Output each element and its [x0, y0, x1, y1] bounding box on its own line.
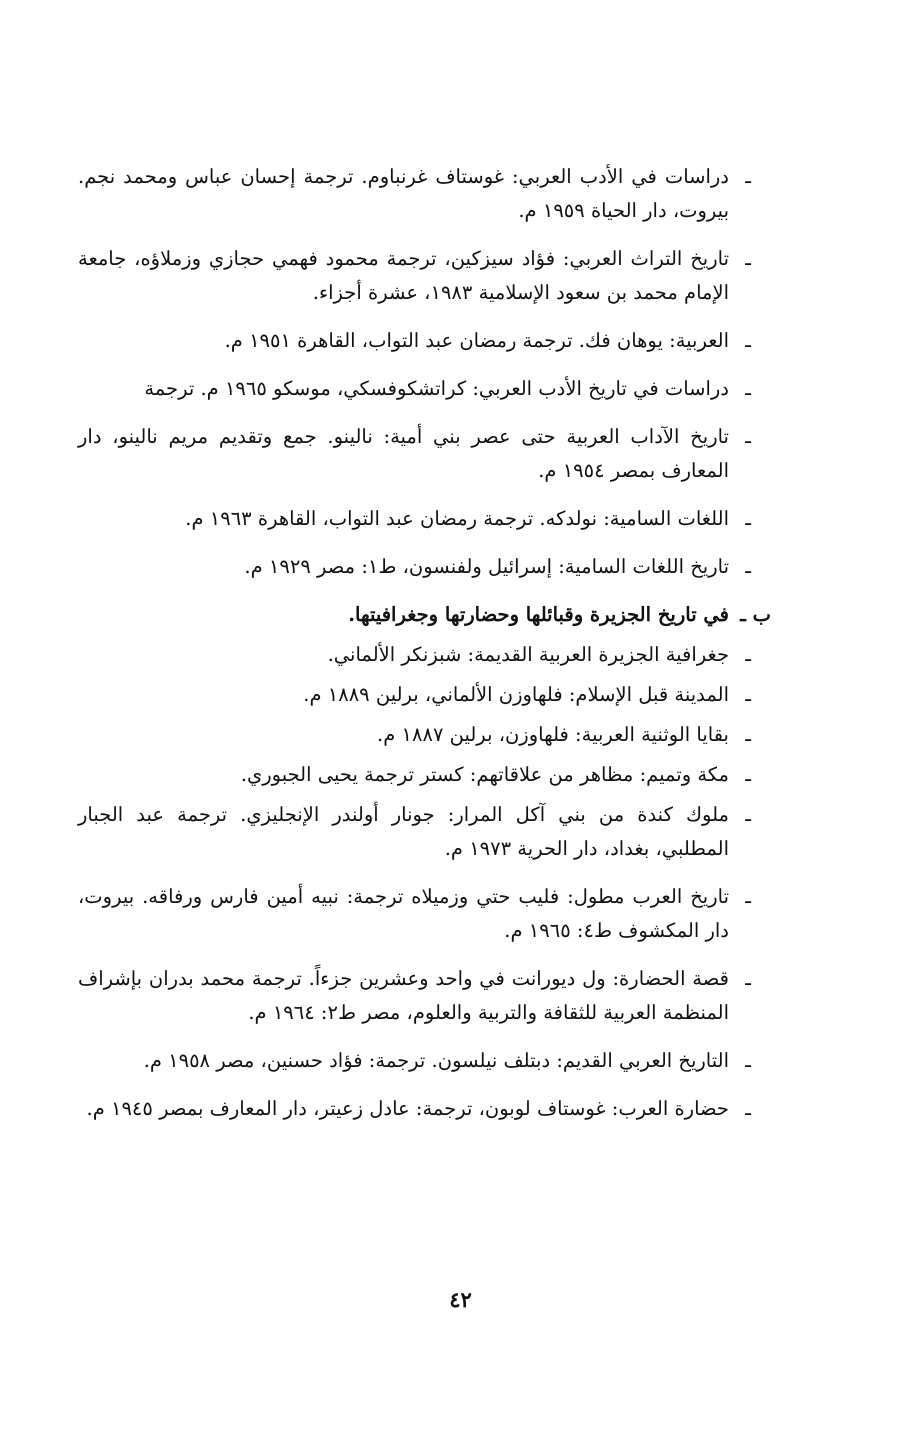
- entry-text: تاريخ الآداب العربية حتى عصر بني أمية: نالينو. جمع وتقديم مريم نالينو، دار المعارف بمصر ١٩٥٤ م.: [78, 425, 729, 482]
- bibliography-entry: [78, 550, 763, 584]
- entry-text: دراسات في الأدب العربي: غوستاف غرنباوم. ترجمة إحسان عباس ومحمد نجم. بيروت، دار الحياة ١٩٥٩ م.: [78, 165, 729, 222]
- entry-dash: ـ: [745, 723, 751, 746]
- entry-text: بقايا الوثنية العربية: فلهاوزن، برلين ١٨٨٧ م.: [377, 723, 729, 746]
- entry-text: جغرافية الجزيرة العربية القديمة: شبزنكر الألماني.: [327, 643, 729, 666]
- bibliography-entry: [78, 420, 763, 488]
- entry-dash: ـ: [745, 683, 751, 706]
- entry-text: تاريخ العرب مطول: فليب حتي وزميلاه ترجمة: نبيه أمين فارس ورفاقه. بيروت، دار المكشوف ط٤: ١٩٦٥ م.: [78, 885, 729, 942]
- entry-text: تاريخ اللغات السامية: إسرائيل ولفنسون، ط١: مصر ١٩٢٩ م.: [244, 555, 729, 578]
- section-heading: [78, 598, 771, 632]
- bibliography-entry: [78, 718, 763, 752]
- bibliography-entry: [78, 678, 763, 712]
- bibliography-entry: [78, 1092, 763, 1126]
- entry-dash: ـ: [745, 247, 751, 270]
- entry-dash: ـ: [745, 1097, 751, 1120]
- entry-dash: ـ: [745, 377, 751, 400]
- entry-dash: ـ: [745, 967, 751, 990]
- entry-text: دراسات في تاريخ الأدب العربي: كراتشكوفسكي، موسكو ١٩٦٥ م. ترجمة: [144, 377, 729, 400]
- bibliography-entry: [78, 324, 763, 358]
- section-title: في تاريخ الجزيرة وقبائلها وحضارتها وجغرافيتها.: [348, 603, 729, 626]
- entry-dash: ـ: [745, 643, 751, 666]
- bibliography-entry: [78, 1044, 763, 1078]
- entry-text: قصة الحضارة: ول ديورانت في واحد وعشرين جزءاً. ترجمة محمد بدران بإشراف المنظمة العربية للثقافة والتربية والعلوم، مصر ط٢: ١٩٦٤ م.: [78, 967, 729, 1024]
- entry-text: التاريخ العربي القديم: دبتلف نيلسون. ترجمة: فؤاد حسنين، مصر ١٩٥٨ م.: [143, 1049, 729, 1072]
- entry-dash: ـ: [745, 329, 751, 352]
- entry-dash: ـ: [745, 555, 751, 578]
- entry-dash: ـ: [745, 1049, 751, 1072]
- bibliography-entry: [78, 160, 763, 228]
- entry-dash: ـ: [745, 763, 751, 786]
- entry-dash: ـ: [745, 507, 751, 530]
- entry-dash: ـ: [745, 425, 751, 448]
- bibliography-entry: [78, 638, 763, 672]
- bibliography-entry: [78, 372, 763, 406]
- section-marker: ب ـ: [740, 603, 771, 626]
- entry-dash: ـ: [745, 803, 751, 826]
- entry-text: المدينة قبل الإسلام: فلهاوزن الألماني، برلين ١٨٨٩ م.: [303, 683, 729, 706]
- entry-text: اللغات السامية: نولدكه. ترجمة رمضان عبد التواب، القاهرة ١٩٦٣ م.: [185, 507, 729, 530]
- bibliography-entry: [78, 798, 763, 866]
- bibliography-entry: [78, 502, 763, 536]
- entry-text: مكة وتميم: مظاهر من علاقاتهم: كستر ترجمة يحيى الجبوري.: [240, 763, 729, 786]
- bibliography-entry: [78, 758, 763, 792]
- entry-text: حضارة العرب: غوستاف لوبون، ترجمة: عادل زعيتر، دار المعارف بمصر ١٩٤٥ م.: [86, 1097, 729, 1120]
- bibliography-entry: [78, 242, 763, 310]
- page-number: ٤٢: [449, 1287, 472, 1312]
- entry-dash: ـ: [745, 165, 751, 188]
- bibliography-entry: [78, 962, 763, 1030]
- entry-text: تاريخ التراث العربي: فؤاد سيزكين، ترجمة محمود فهمي حجازي وزملاؤه، جامعة الإمام محمد بن سعود الإسلامية ١٩٨٣، عشرة أجزاء.: [78, 247, 729, 304]
- entry-text: ملوك كندة من بني آكل المرار: جونار أولندر الإنجليزي. ترجمة عبد الجبار المطلبي، بغداد، دار الحرية ١٩٧٣ م.: [78, 803, 729, 860]
- entry-dash: ـ: [745, 885, 751, 908]
- bibliography-entry: [78, 880, 763, 948]
- entry-text: العربية: يوهان فك. ترجمة رمضان عبد التواب، القاهرة ١٩٥١ م.: [224, 329, 729, 352]
- bibliography-list: [78, 160, 771, 1140]
